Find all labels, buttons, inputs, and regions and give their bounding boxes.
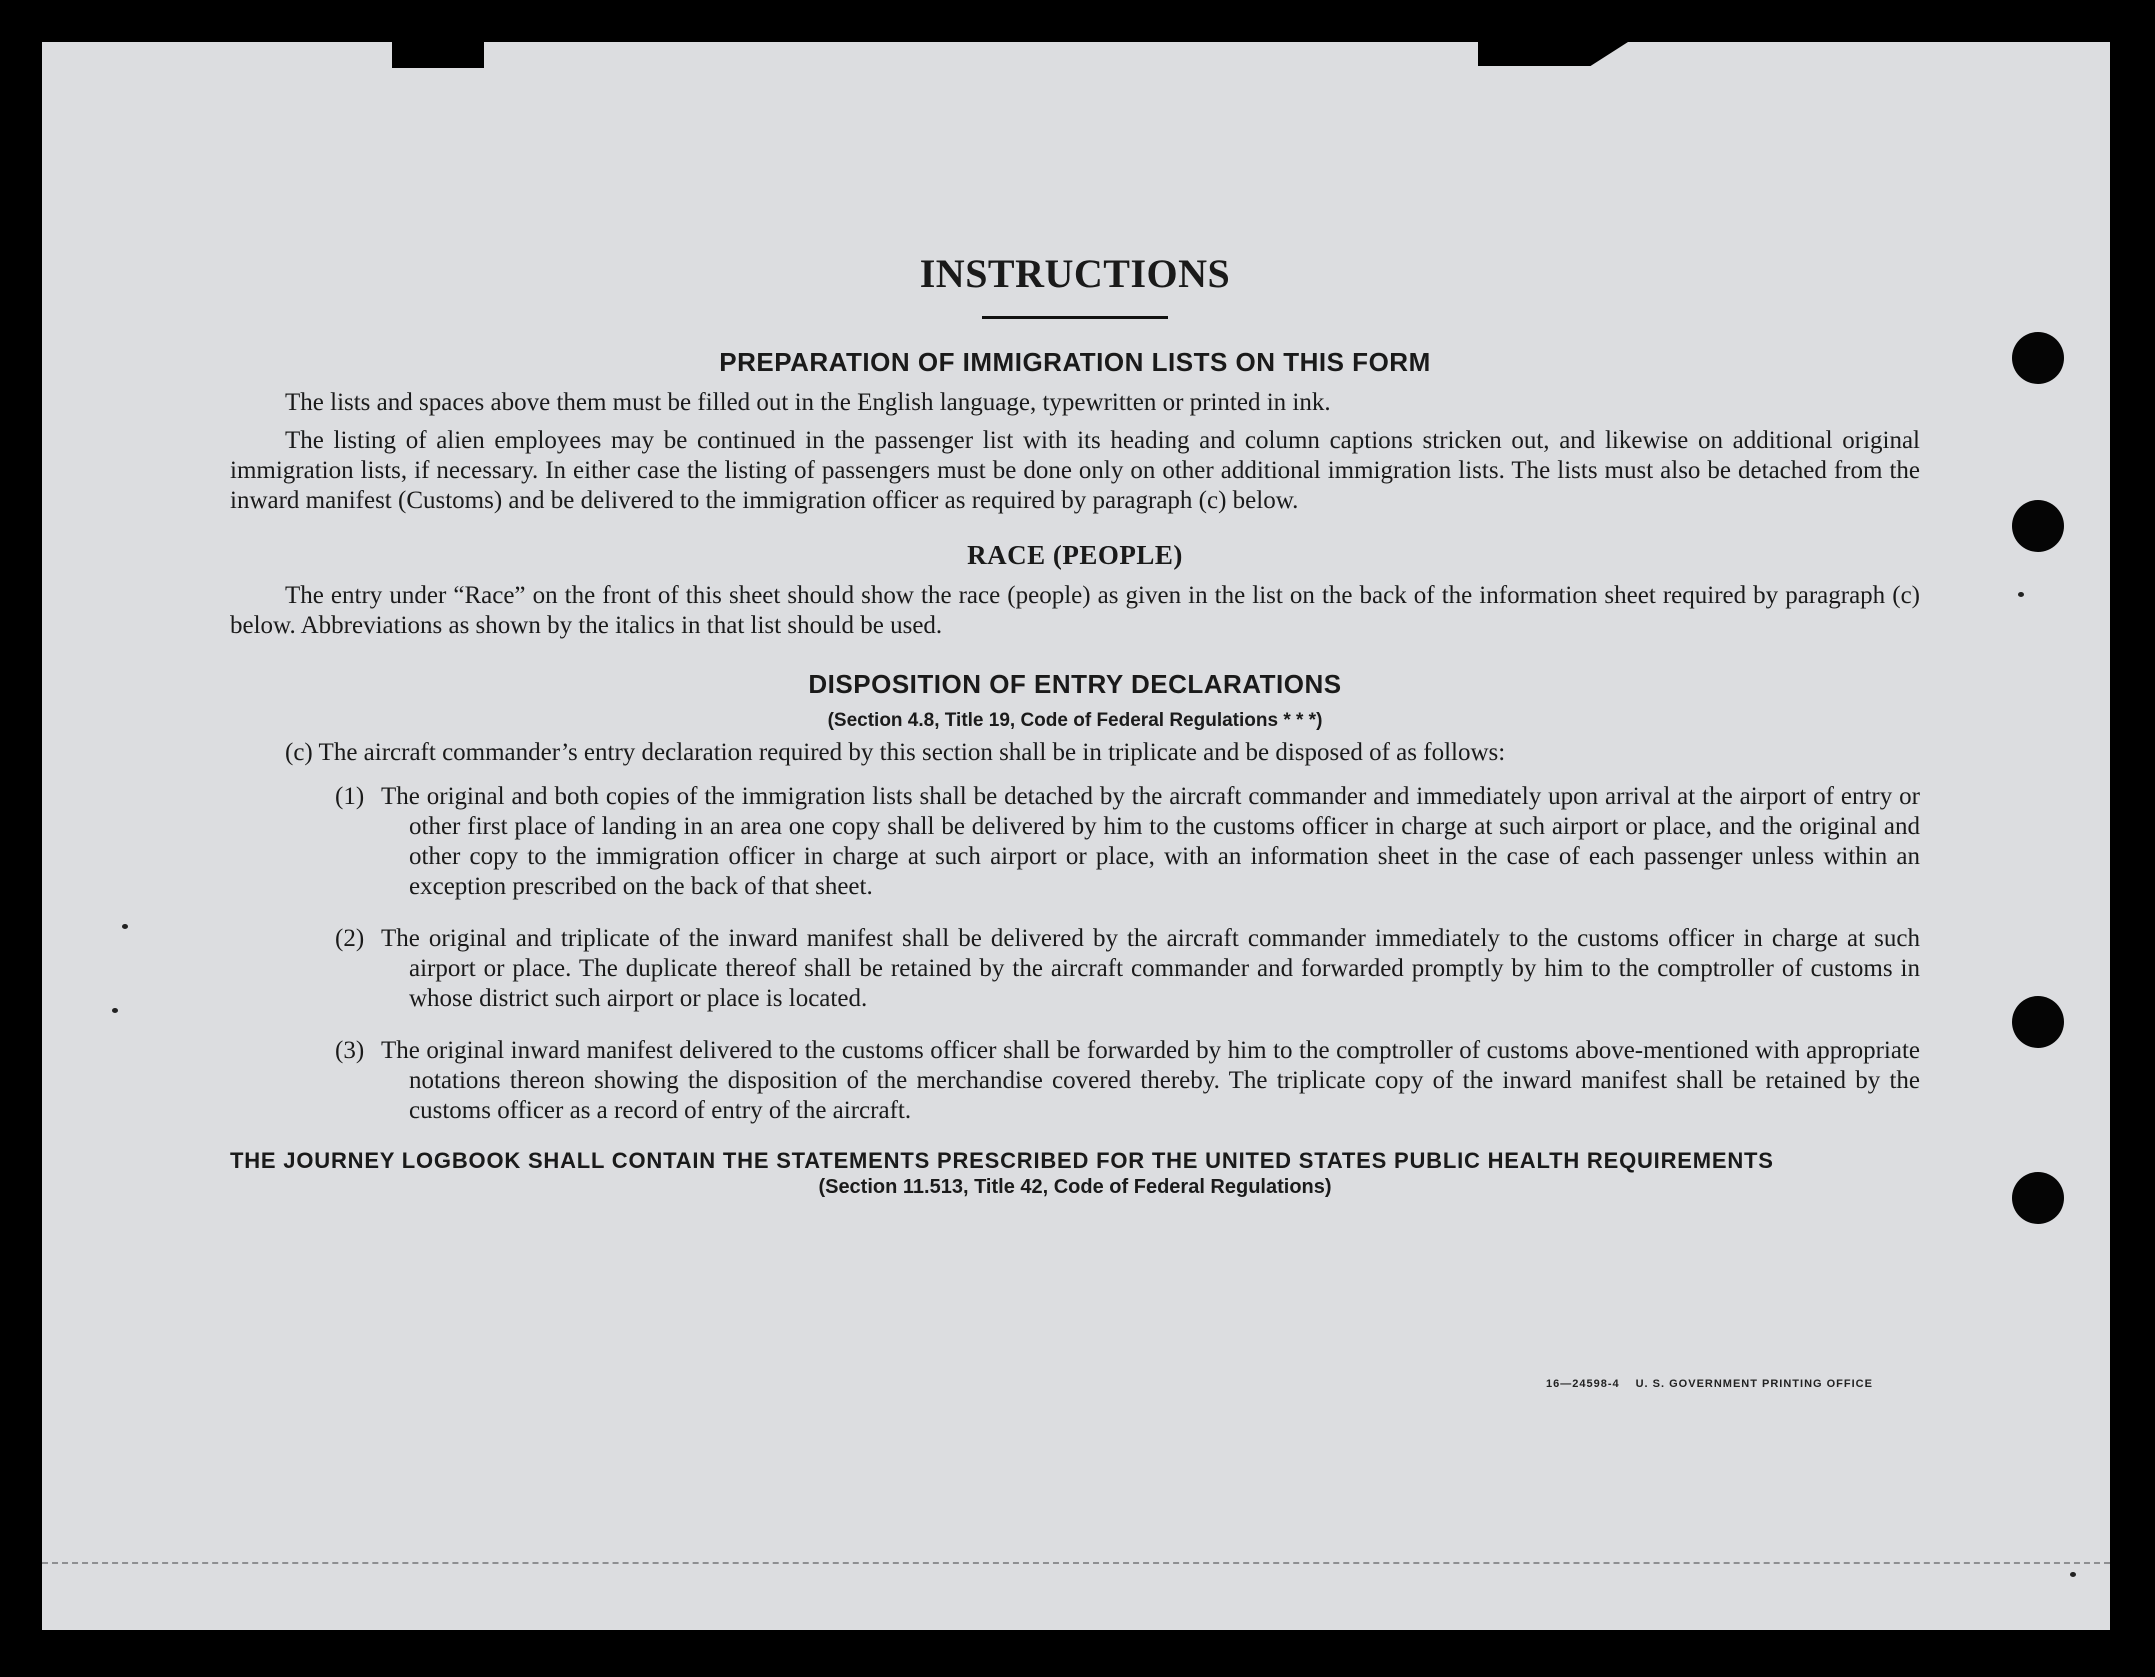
top-edge-tear-left	[392, 42, 484, 68]
section-heading-disposition: DISPOSITION OF ENTRY DECLARATIONS	[808, 669, 1342, 699]
list-item-number: (1)	[335, 783, 365, 810]
list-item	[335, 1036, 1920, 1126]
paragraph-race: The entry under “Race” on the front of this sheet should show the race (people) as given in the list on the back of the information sheet required by paragraph (c) below. Abbreviations as shown by the italics in that list should be used.	[230, 582, 1920, 639]
perforation-line	[42, 1562, 2110, 1564]
punch-hole-1	[2012, 332, 2064, 384]
speck	[112, 1008, 118, 1013]
form-number: 16—24598-4	[1546, 1378, 1620, 1390]
speck	[2018, 592, 2024, 597]
list-item-text: The original and triplicate of the inward manifest shall be delivered by the aircraft commander immediately to the customs officer in charge at such airport or place. The duplicate thereof shall be retained by the aircraft commander and forwarded promptly by him to the comptroller of customs in whose district such airport or place is located.	[381, 925, 1920, 1012]
punch-hole-2	[2012, 500, 2064, 552]
paragraph-preparation-1: The lists and spaces above them must be filled out in the English language, typewritten or printed in ink.	[285, 389, 1331, 416]
clause-c: (c) The aircraft commander’s entry declaration required by this section shall be in triplicate and be disposed of as follows:	[285, 739, 1506, 766]
speck	[2070, 1572, 2076, 1577]
footer-subheading: (Section 11.513, Title 42, Code of Federal Regulations)	[818, 1176, 1332, 1198]
section-subheading-disposition: (Section 4.8, Title 19, Code of Federal Regulations * * *)	[827, 710, 1323, 731]
disposition-list	[335, 782, 1920, 1126]
list-item-number: (2)	[335, 925, 365, 952]
page-title: INSTRUCTIONS	[919, 251, 1231, 296]
punch-hole-3	[2012, 996, 2064, 1048]
printer-imprint	[1546, 1378, 1889, 1390]
instructions-content	[230, 252, 1920, 1199]
list-item	[335, 782, 1920, 902]
top-edge-tear-right	[1478, 42, 1628, 66]
list-item-text: The original inward manifest delivered to the customs officer shall be forwarded by him to the comptroller of customs above-mentioned with appropriate notations thereon showing the disposition of the merchandise covered thereby. The triplicate copy of the inward manifest shall be retained by the customs officer as a record of entry of the aircraft.	[381, 1037, 1920, 1124]
document-page	[42, 42, 2110, 1630]
section-heading-preparation: PREPARATION OF IMMIGRATION LISTS ON THIS FORM	[719, 347, 1431, 377]
footer-heading: THE JOURNEY LOGBOOK SHALL CONTAIN THE STATEMENTS PRESCRIBED FOR THE UNITED STATES PUBLIC HEALTH REQUIREMENTS	[230, 1148, 1774, 1173]
punch-hole-4	[2012, 1172, 2064, 1224]
list-item-number: (3)	[335, 1037, 365, 1064]
section-heading-race: RACE (PEOPLE)	[967, 540, 1183, 570]
list-item	[335, 924, 1920, 1014]
printing-office: U. S. GOVERNMENT PRINTING OFFICE	[1635, 1378, 1873, 1390]
speck	[122, 924, 128, 929]
paragraph-preparation-2: The listing of alien employees may be continued in the passenger list with its heading and column captions stricken out, and likewise on additional original immigration lists, if necessary. In either case the listing of passengers must be done only on other additional immigration lists. The lists must also be detached from the inward manifest (Customs) and be delivered to the immigration officer as required by paragraph (c) below.	[230, 427, 1920, 514]
list-item-text: The original and both copies of the immigration lists shall be detached by the aircraft commander and immediately upon arrival at the airport of entry or other first place of landing in an area one copy shall be delivered by him to the customs officer in charge at such airport or place, and the original and other copy to the immigration officer in charge at such airport or place, with an information sheet in the case of each passenger unless within an exception prescribed on the back of that sheet.	[381, 783, 1920, 900]
title-underline	[982, 316, 1168, 319]
